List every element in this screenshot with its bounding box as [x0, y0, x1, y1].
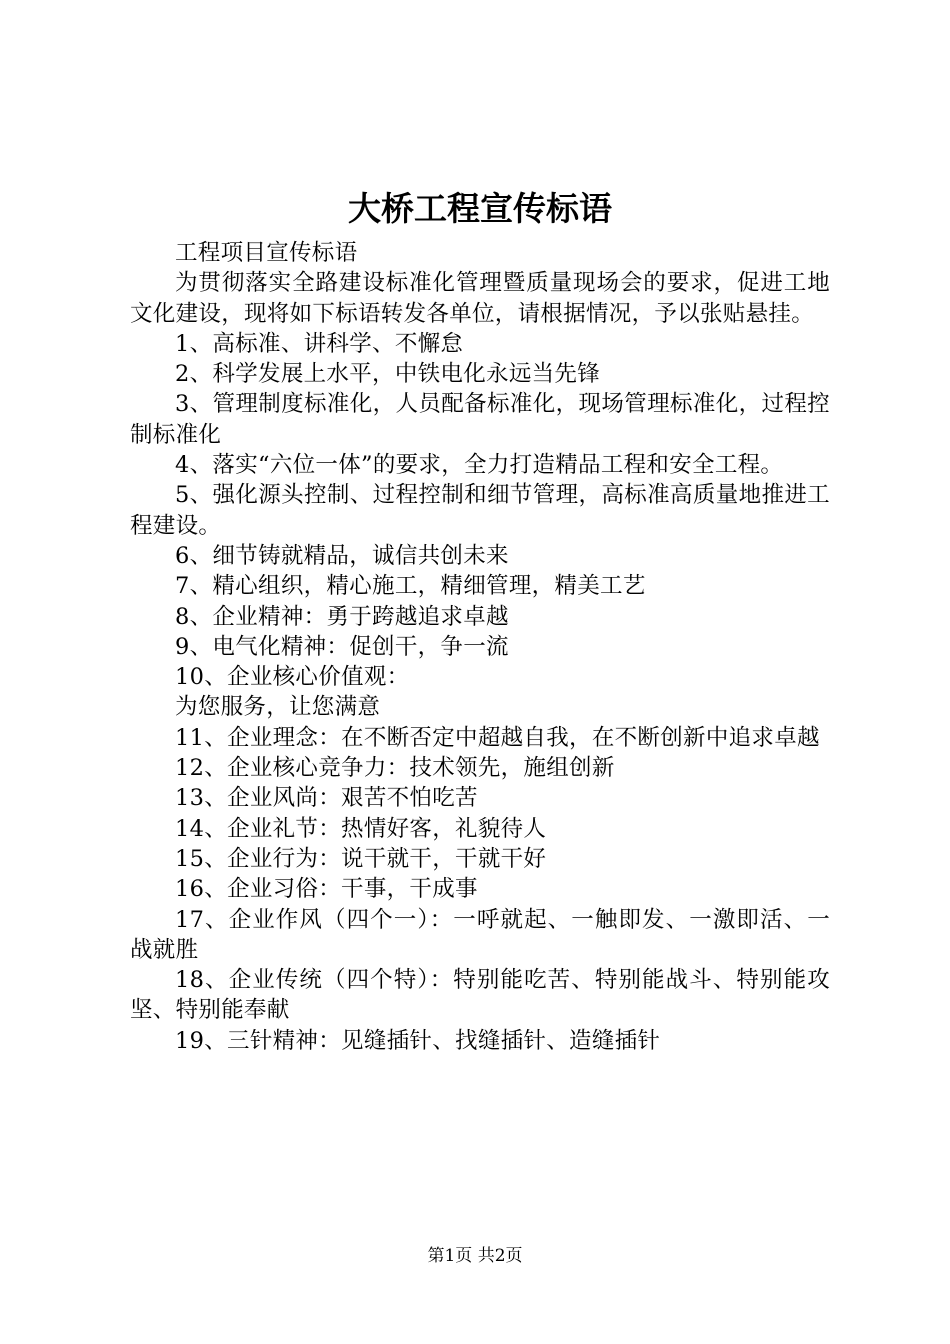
document-body	[130, 238, 830, 1056]
page-number: 第1页 共2页	[427, 1246, 523, 1266]
paragraph: 14、企业礼节：热情好客，礼貌待人	[175, 815, 547, 842]
paragraph: 12、企业核心竞争力：技术领先，施组创新	[175, 755, 615, 782]
paragraph: 11、企业理念：在不断否定中超越自我，在不断创新中追求卓越	[175, 724, 820, 751]
paragraph: 15、企业行为：说干就干，干就干好	[175, 845, 547, 872]
paragraph: 为您服务，让您满意	[175, 694, 381, 721]
paragraph: 工程项目宣传标语	[175, 240, 358, 266]
document-title: 大桥工程宣传标语	[348, 189, 612, 228]
paragraph: 9、电气化精神：促创干，争一流	[175, 633, 509, 660]
paragraph: 17、企业作风（四个一）：一呼就起、一触即发、一激即活、一战就胜	[130, 906, 830, 963]
paragraph: 18、企业传统（四个特）：特别能吃苦、特别能战斗、特别能攻坚、特别能奉献	[130, 967, 830, 1024]
paragraph: 6、细节铸就精品，诚信共创未来	[175, 542, 509, 569]
paragraph: 1、高标准、讲科学、不懈怠	[175, 330, 464, 357]
page-footer	[0, 1244, 950, 1268]
paragraph: 2、科学发展上水平，中铁电化永远当先锋	[175, 361, 601, 388]
document-page	[130, 180, 830, 1056]
paragraph: 19、三针精神：见缝插针、找缝插针、造缝插针	[175, 1027, 661, 1054]
paragraph: 7、精心组织，精心施工，精细管理，精美工艺	[175, 573, 646, 600]
paragraph: 13、企业风尚：艰苦不怕吃苦	[175, 785, 478, 812]
paragraph: 4、落实“六位一体”的要求，全力打造精品工程和安全工程。	[175, 452, 784, 479]
paragraph: 为贯彻落实全路建设标准化管理暨质量现场会的要求，促进工地文化建设，现将如下标语转发各单位，请根据情况，予以张贴悬挂。	[130, 270, 830, 327]
paragraph: 5、强化源头控制、过程控制和细节管理，高标准高质量地推进工程建设。	[130, 482, 830, 539]
paragraph: 8、企业精神：勇于跨越追求卓越	[175, 603, 509, 630]
paragraph: 16、企业习俗：干事，干成事	[175, 876, 478, 903]
paragraph: 3、管理制度标准化，人员配备标准化，现场管理标准化，过程控制标准化	[130, 391, 830, 448]
paragraph: 10、企业核心价值观：	[175, 664, 410, 691]
